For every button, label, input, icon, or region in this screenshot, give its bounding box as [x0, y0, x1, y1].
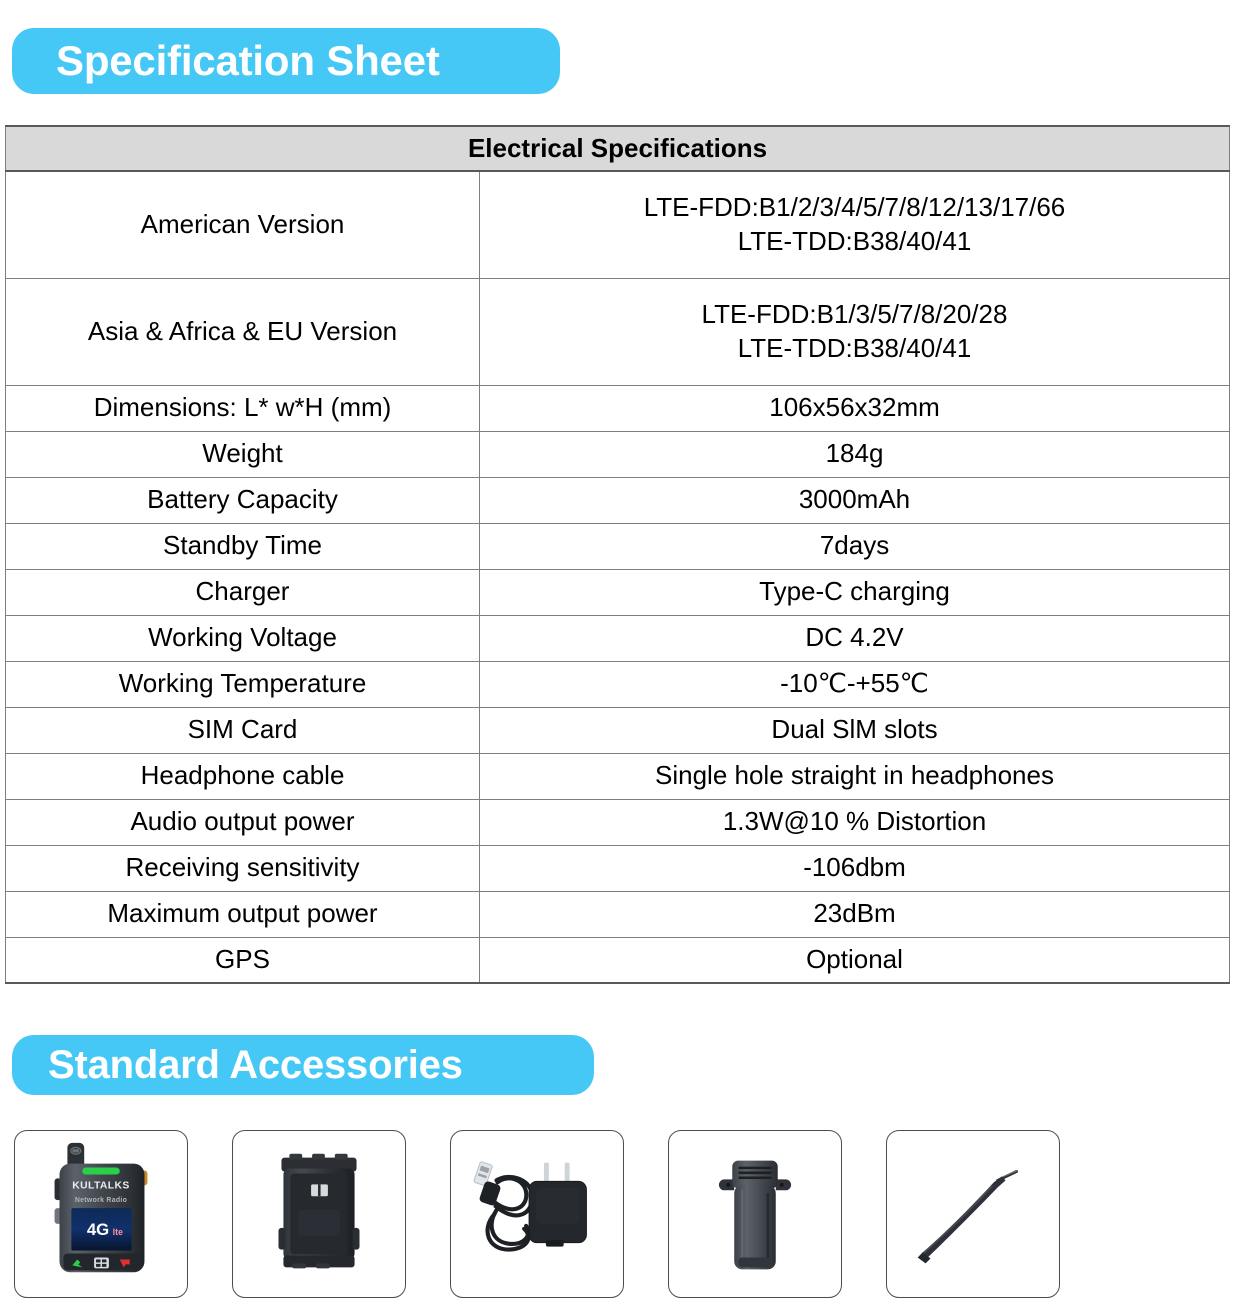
table-row: [6, 523, 1230, 569]
table-row: [6, 891, 1230, 937]
spec-value-cell: 184g: [480, 431, 1230, 477]
table-row: [6, 385, 1230, 431]
spec-value-cell: -10℃-+55℃: [480, 661, 1230, 707]
svg-text:Network Radio: Network Radio: [74, 1197, 128, 1205]
spec-label-cell: Maximum output power: [6, 891, 480, 937]
spec-value-line-2: LTE-TDD:B38/40/41: [737, 332, 972, 363]
spec-value-cell: Type-C charging: [480, 569, 1230, 615]
spec-label-cell: Audio output power: [6, 799, 480, 845]
accessory-card-usb-cable-and-charger: [450, 1130, 624, 1298]
spec-label-cell: GPS: [6, 937, 480, 983]
table-row: [6, 615, 1230, 661]
accessory-card-belt-clip: [668, 1130, 842, 1298]
usb-cable-charger-icon: [451, 1131, 623, 1297]
table-row: [6, 753, 1230, 799]
spec-label-cell: Battery Capacity: [6, 477, 480, 523]
table-header-row: [6, 126, 1230, 171]
svg-text:4G: 4G: [86, 1219, 110, 1239]
spec-label-cell: Working Temperature: [6, 661, 480, 707]
spec-value-cell: 23dBm: [480, 891, 1230, 937]
spec-label-cell: Receiving sensitivity: [6, 845, 480, 891]
svg-text:KULTALKS: KULTALKS: [72, 1180, 130, 1192]
svg-text:lte: lte: [112, 1226, 123, 1237]
accessories-gallery: [14, 1130, 1224, 1298]
table-row: [6, 431, 1230, 477]
spec-value-cell: Dual SlM slots: [480, 707, 1230, 753]
antenna-icon: [887, 1131, 1059, 1297]
spec-value-cell: [480, 278, 1230, 385]
spec-label-cell: Standby Time: [6, 523, 480, 569]
battery-pack-icon: [233, 1131, 405, 1297]
electrical-specifications-table: [5, 125, 1230, 984]
table-row: [6, 477, 1230, 523]
standard-accessories-title-badge: Standard Accessories: [12, 1035, 594, 1095]
table-header-title: Electrical Specifications: [6, 126, 1230, 171]
spec-value-cell: Optional: [480, 937, 1230, 983]
table-row: [6, 278, 1230, 385]
spec-value-cell: [480, 171, 1230, 278]
spec-value-cell: 106x56x32mm: [480, 385, 1230, 431]
spec-value-line-2: LTE-TDD:B38/40/41: [737, 225, 972, 256]
accessory-card-battery-pack: [232, 1130, 406, 1298]
table-row: [6, 845, 1230, 891]
spec-value-cell: 1.3W@10 % Distortion: [480, 799, 1230, 845]
belt-clip-icon: [669, 1131, 841, 1297]
spec-value-line-1: LTE-FDD:B1/3/5/7/8/20/28: [701, 299, 1008, 330]
table-row: [6, 661, 1230, 707]
spec-value-cell: DC 4.2V: [480, 615, 1230, 661]
radio-handset-icon: [15, 1131, 187, 1297]
accessory-card-antenna: [886, 1130, 1060, 1298]
spec-label-cell: American Version: [6, 171, 480, 278]
spec-value-cell: Single hole straight in headphones: [480, 753, 1230, 799]
spec-value-line-1: LTE-FDD:B1/2/3/4/5/7/8/12/13/17/66: [643, 192, 1066, 223]
spec-value-cell: 7days: [480, 523, 1230, 569]
spec-label-cell: Headphone cable: [6, 753, 480, 799]
spec-value-cell: -106dbm: [480, 845, 1230, 891]
table-row: [6, 937, 1230, 983]
table-row: [6, 707, 1230, 753]
spec-label-cell: Dimensions: L* w*H (mm): [6, 385, 480, 431]
spec-label-cell: Weight: [6, 431, 480, 477]
table-row: [6, 799, 1230, 845]
table-row: [6, 171, 1230, 278]
spec-label-cell: Charger: [6, 569, 480, 615]
accessory-card-network-radio: [14, 1130, 188, 1298]
spec-label-cell: Asia & Africa & EU Version: [6, 278, 480, 385]
spec-value-cell: 3000mAh: [480, 477, 1230, 523]
table-row: [6, 569, 1230, 615]
spec-label-cell: Working Voltage: [6, 615, 480, 661]
spec-label-cell: SIM Card: [6, 707, 480, 753]
specification-sheet-title-badge: Specification Sheet: [12, 28, 560, 94]
